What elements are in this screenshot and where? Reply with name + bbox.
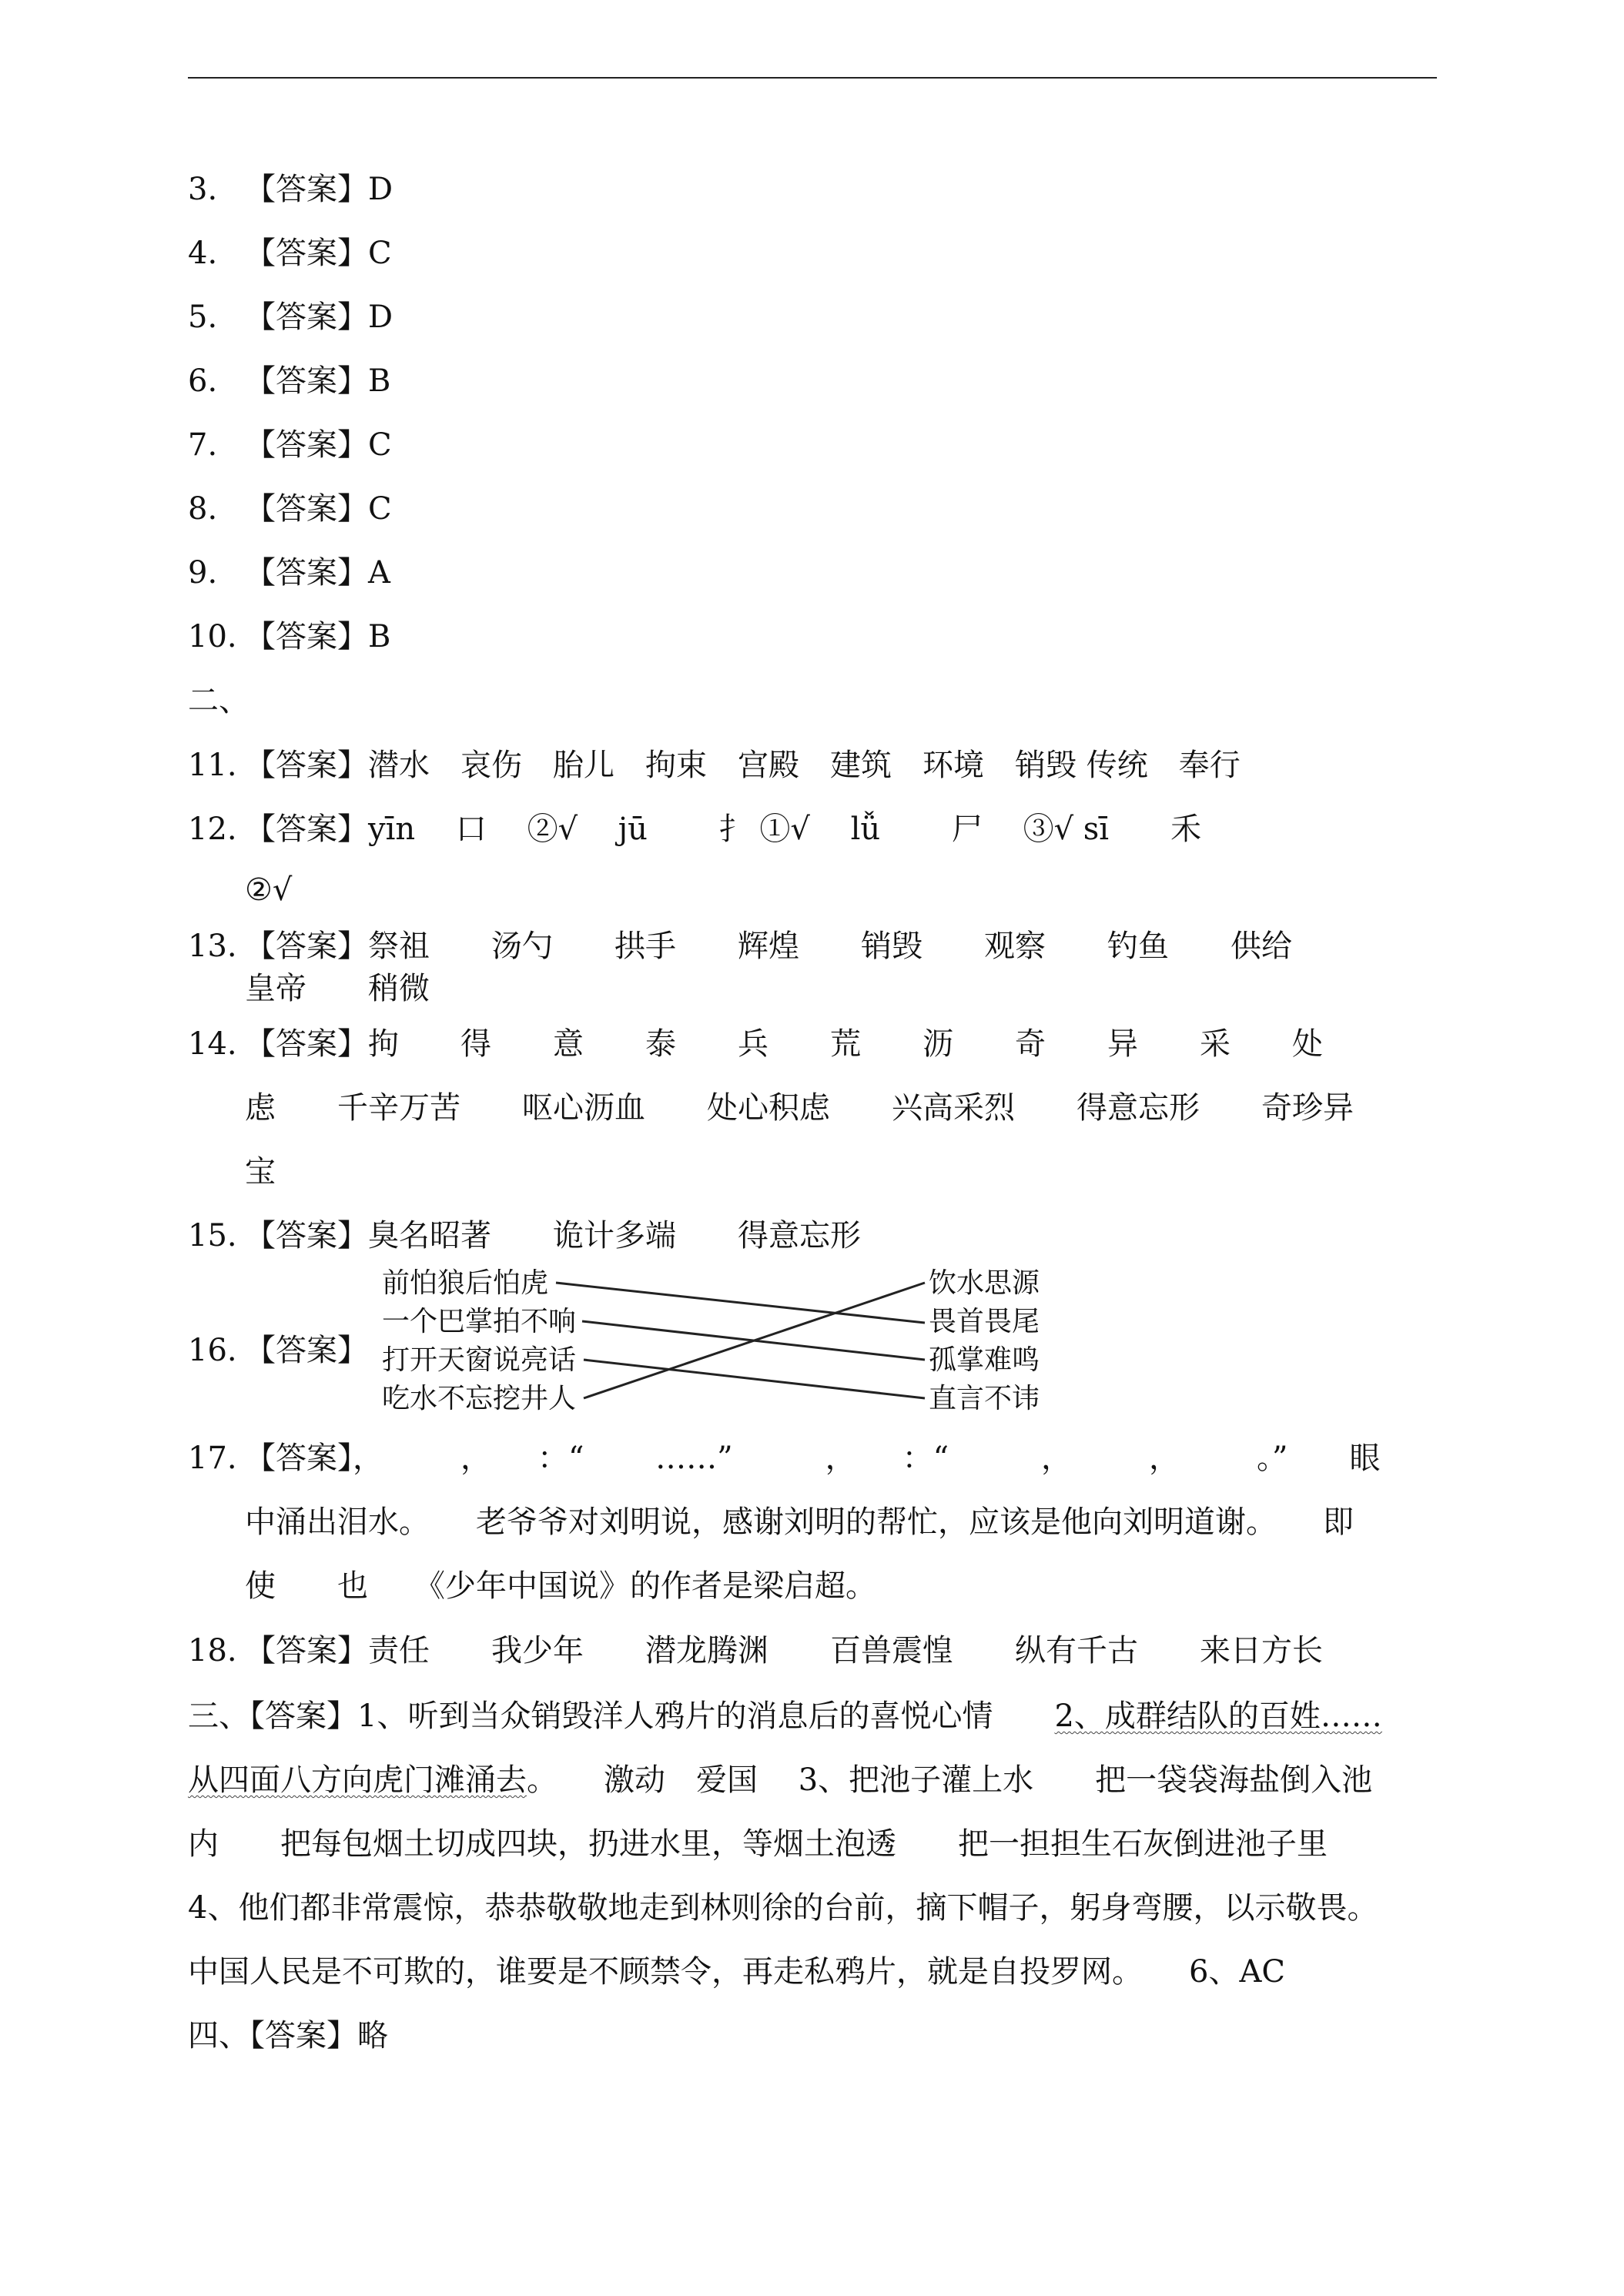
answer-number: 9. bbox=[188, 555, 218, 591]
q14-number: 14. bbox=[188, 1026, 237, 1062]
answer-text: 【答案】A bbox=[245, 555, 390, 591]
q11-number: 11. bbox=[188, 748, 237, 783]
q15-answer: 【答案】臭名昭著 诡计多端 得意忘形 bbox=[245, 1218, 861, 1253]
section3-line1 bbox=[188, 1698, 1382, 1735]
section3-line2 bbox=[188, 1762, 1372, 1799]
answer-text: 【答案】C bbox=[245, 236, 392, 271]
match-line bbox=[584, 1360, 925, 1398]
q14-answer-line2: 虑 千辛万苦 呕心沥血 处心积虑 兴高采烈 得意忘形 奇珍异 bbox=[245, 1090, 1354, 1126]
answer-number: 7. bbox=[188, 427, 218, 463]
section3-line5: 中国人民是不可欺的，谁要是不顾禁令，再走私鸦片，就是自投罗网。 6、AC bbox=[188, 1954, 1285, 1990]
section4-answer: 四、【答案】略 bbox=[188, 2018, 388, 2053]
answer-text: 【答案】D bbox=[245, 172, 393, 207]
idiom-right: 直言不讳 bbox=[929, 1383, 1040, 1414]
q17-answer-line2: 中涌出泪水。 老爷爷对刘明说，感谢刘明的帮忙，应该是他向刘明道谢。 即 bbox=[245, 1504, 1354, 1540]
q17-number: 17. bbox=[188, 1441, 237, 1476]
q11-answer: 【答案】潜水 哀伤 胎儿 拘束 宫殿 建筑 环境 销毁 传统 奉行 bbox=[245, 748, 1241, 783]
answer-text: 【答案】D bbox=[245, 300, 393, 335]
q17-answer-line3: 使 也 《少年中国说》的作者是梁启超。 bbox=[245, 1568, 876, 1604]
q12-number: 12. bbox=[188, 812, 237, 847]
answer-number: 4. bbox=[188, 236, 218, 271]
idiom-right: 孤掌难鸣 bbox=[929, 1344, 1040, 1376]
idiom-right: 饮水思源 bbox=[929, 1267, 1040, 1299]
idiom-left: 打开天窗说亮话 bbox=[382, 1344, 577, 1376]
idiom-left: 一个巴掌拍不响 bbox=[382, 1306, 577, 1337]
answer-text: 【答案】B bbox=[245, 363, 391, 399]
match-line bbox=[584, 1283, 925, 1398]
section3-line4: 4、他们都非常震惊，恭恭敬敬地走到林则徐的台前，摘下帽子，躬身弯腰，以示敬畏。 bbox=[188, 1890, 1378, 1926]
answer-text: 【答案】C bbox=[245, 491, 392, 527]
q16-number: 16. bbox=[188, 1333, 237, 1368]
q13-number: 13. bbox=[188, 929, 237, 964]
q17-answer-line1: 【答案】， ， ：“ ……” ， ：“ ， ， 。” 眼 bbox=[245, 1441, 1381, 1476]
underlined-answer: 2、成群结队的百姓…… bbox=[1054, 1699, 1382, 1734]
section3-text: 。 激动 爱国 3、把池子灌上水 把一袋袋海盐倒入池 bbox=[527, 1762, 1373, 1798]
q14-answer-line3: 宝 bbox=[245, 1154, 276, 1190]
idiom-left: 前怕狼后怕虎 bbox=[382, 1267, 549, 1299]
answer-number: 3. bbox=[188, 172, 218, 207]
answer-text: 【答案】B bbox=[245, 619, 391, 654]
q15-number: 15. bbox=[188, 1218, 237, 1253]
q12-answer-line1: 【答案】yīn 口 ②√ jū 扌 ①√ lǚ 尸 ③√ sī 禾 bbox=[245, 812, 1202, 847]
matching-diagram bbox=[374, 1261, 1052, 1423]
section3-line3: 内 把每包烟土切成四块，扔进水里，等烟土泡透 把一担担生石灰倒进池子里 bbox=[188, 1826, 1328, 1862]
section3-text: 三、【答案】1、听到当众销毁洋人鸦片的消息后的喜悦心情 bbox=[188, 1699, 1055, 1734]
answer-number: 5. bbox=[188, 300, 218, 335]
section-heading-2: 二、 bbox=[188, 683, 249, 718]
answer-text: 【答案】C bbox=[245, 427, 392, 463]
answer-number: 10. bbox=[188, 619, 237, 654]
match-line bbox=[556, 1283, 925, 1323]
q18-answer: 【答案】责任 我少年 潜龙腾渊 百兽震惶 纵有千古 来日方长 bbox=[245, 1633, 1323, 1668]
underlined-answer: 从四面八方向虎门滩涌去 bbox=[188, 1762, 527, 1798]
idiom-right: 畏首畏尾 bbox=[929, 1306, 1040, 1337]
answer-number: 8. bbox=[188, 491, 218, 527]
q18-number: 18. bbox=[188, 1633, 237, 1668]
q13-answer-line1: 【答案】祭祖 汤勺 拱手 辉煌 销毁 观察 钓鱼 供给 bbox=[245, 929, 1292, 964]
idiom-left: 吃水不忘挖井人 bbox=[382, 1383, 577, 1414]
answer-number: 6. bbox=[188, 363, 218, 399]
q16-answer-label: 【答案】 bbox=[245, 1333, 368, 1368]
q14-answer-line1: 【答案】拘 得 意 泰 兵 荒 沥 奇 异 采 处 bbox=[245, 1026, 1323, 1062]
q13-answer-line2: 皇帝 稍微 bbox=[245, 971, 430, 1006]
header-rule bbox=[188, 77, 1437, 79]
q12-answer-line2: ②√ bbox=[245, 872, 293, 908]
